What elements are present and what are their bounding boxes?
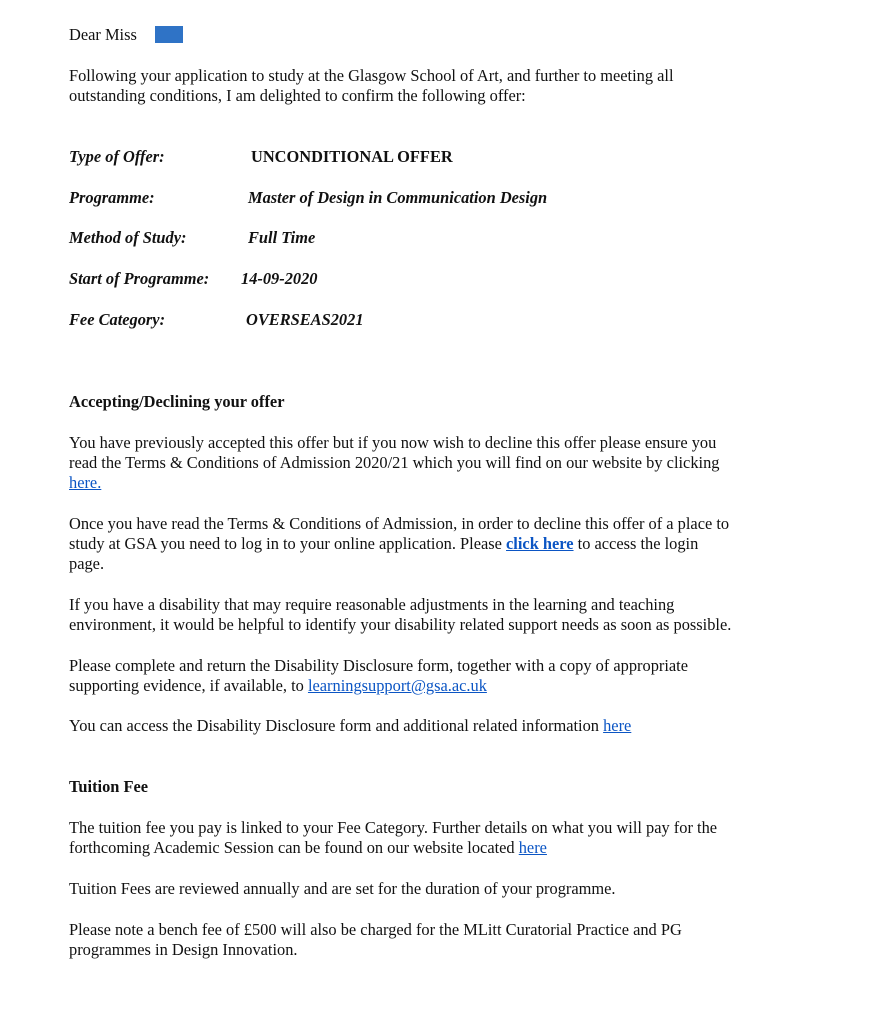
tuition-p3-line-2: programmes in Design Innovation.: [69, 940, 298, 959]
tuition-p1-line-2: [69, 838, 547, 858]
start-of-programme-value: 14-09-2020: [241, 269, 318, 288]
salutation-text: Dear Miss: [69, 25, 137, 44]
terms-conditions-link[interactable]: here.: [69, 473, 102, 492]
intro-line-2: outstanding conditions, I am delighted to confirm the following offer:: [69, 86, 526, 105]
programme-label: Programme:: [69, 188, 155, 207]
fee-category-value: OVERSEAS2021: [246, 310, 364, 329]
login-click-here-link[interactable]: click here: [506, 534, 574, 553]
tuition-fee-heading: Tuition Fee: [69, 777, 149, 796]
disclosure-form-here-link[interactable]: here: [603, 716, 632, 735]
start-of-programme-label: Start of Programme:: [69, 269, 210, 288]
tuition-fees-here-link[interactable]: here: [518, 838, 547, 857]
accepting-p1-line-2: read the Terms & Conditions of Admission 2020/21 which you will find on our website by clicking: [69, 453, 720, 472]
redacted-name-block: [155, 26, 183, 43]
accepting-p2-text: study at GSA you need to log in to your online application. Please: [69, 534, 507, 553]
type-of-offer-label: Type of Offer:: [69, 147, 165, 166]
disclosure-p-line-2: [69, 676, 487, 696]
type-of-offer-value: UNCONDITIONAL OFFER: [251, 147, 453, 166]
disability-p-line-1: If you have a disability that may require reasonable adjustments in the learning and teaching: [69, 595, 675, 614]
learning-support-email-link[interactable]: learningsupport@gsa.ac.uk: [307, 676, 487, 695]
tuition-p1-line-1: The tuition fee you pay is linked to your Fee Category. Further details on what you will pay for the: [69, 818, 718, 837]
method-of-study-value: Full Time: [248, 228, 316, 247]
accepting-p2-line-2: [69, 534, 698, 554]
disclosure-p-line-1: Please complete and return the Disability Disclosure form, together with a copy of appropriate: [69, 656, 689, 675]
tuition-p2: Tuition Fees are reviewed annually and are set for the duration of your programme.: [69, 879, 616, 898]
salutation: [69, 25, 183, 45]
accepting-p2-text-after: to access the login: [573, 534, 699, 553]
accepting-p2-line-1: Once you have read the Terms & Conditions of Admission, in order to decline this offer of a place to: [69, 514, 730, 533]
tuition-p3-line-1: Please note a bench fee of £500 will also be charged for the MLitt Curatorial Practice and PG: [69, 920, 682, 939]
disclosure-p-text: supporting evidence, if available, to: [69, 676, 308, 695]
programme-value: Master of Design in Communication Design: [248, 188, 548, 207]
disclosure-form-text: You can access the Disability Disclosure form and additional related information: [69, 716, 604, 735]
disability-p-line-2: environment, it would be helpful to identify your disability related support needs as soon as possible.: [69, 615, 732, 634]
accepting-declining-heading: Accepting/Declining your offer: [69, 392, 285, 411]
tuition-p1-text: forthcoming Academic Session can be found on our website located: [69, 838, 519, 857]
disclosure-form-line: [69, 716, 631, 736]
intro-line-1: Following your application to study at the Glasgow School of Art, and further to meeting all: [69, 66, 674, 85]
accepting-p2-line-3: page.: [69, 554, 105, 573]
accepting-p1-line-1: You have previously accepted this offer but if you now wish to decline this offer please ensure you: [69, 433, 717, 452]
method-of-study-label: Method of Study:: [69, 228, 187, 247]
fee-category-label: Fee Category:: [69, 310, 166, 329]
accepting-p1-line-3: [69, 473, 101, 493]
